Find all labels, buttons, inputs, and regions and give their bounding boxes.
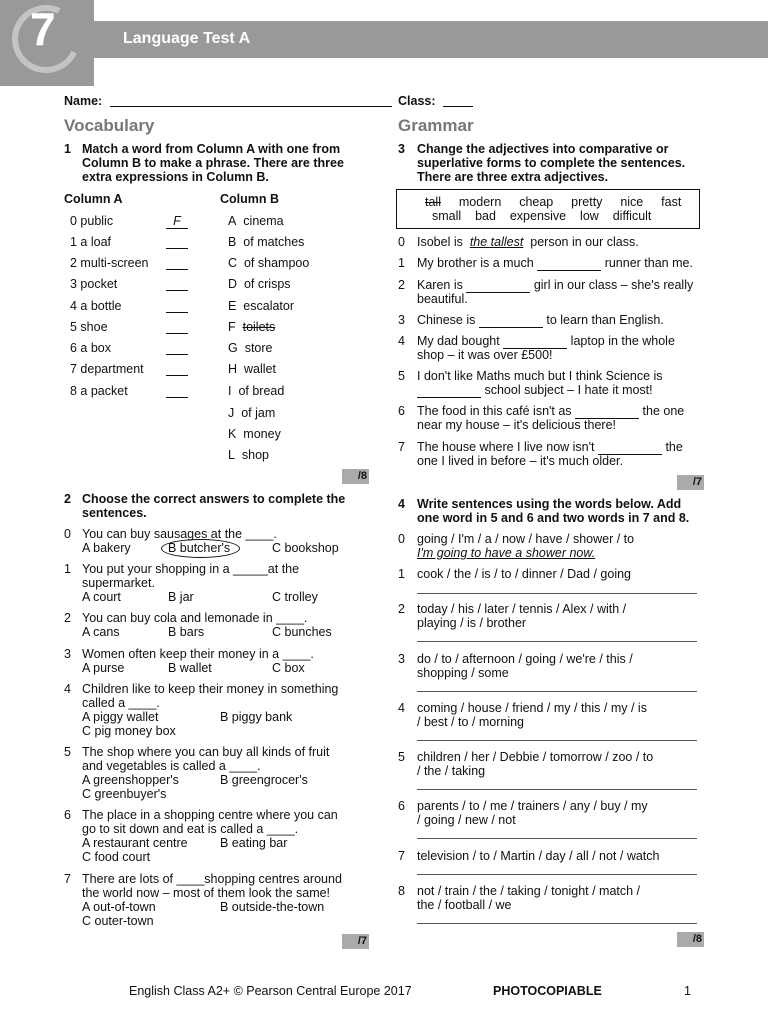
q2-option[interactable]: B piggy bank — [220, 710, 293, 724]
footer-copyright: English Class A2+ © Pearson Central Europe 2017 — [129, 984, 412, 998]
q1-number: 1 — [64, 142, 71, 156]
col-b-item: K money — [228, 427, 281, 441]
q1-instruction-line: Column B to make a phrase. There are three — [82, 156, 344, 170]
col-b-item: H wallet — [228, 362, 276, 376]
col-b-item: E escalator — [228, 299, 295, 313]
q4-instruction-line: Write sentences using the words below. Add — [417, 497, 682, 511]
q2-instruction-line: sentences. — [82, 506, 147, 520]
q2-item-number: 0 — [64, 527, 71, 541]
q4-item-number: 7 — [398, 849, 405, 863]
q3-blank[interactable] — [417, 383, 481, 398]
test-title: Language Test A — [123, 30, 251, 47]
q4-item-number: 0 — [398, 532, 405, 546]
vocabulary-heading: Vocabulary — [64, 116, 155, 135]
q4-word-list: shopping / some — [417, 666, 509, 680]
q3-item: The house where I live now isn't the — [417, 440, 683, 454]
col-b-item: J of jam — [228, 406, 276, 420]
q2-option[interactable]: B eating bar — [220, 836, 288, 850]
q4-word-list: children / her / Debbie / tomorrow / zoo / to — [417, 750, 654, 764]
q3-item-number: 0 — [398, 235, 405, 249]
q4-item-number: 1 — [398, 567, 405, 581]
q2-item-number: 7 — [64, 872, 71, 886]
q4-example-answer: I'm going to have a shower now. — [417, 546, 596, 560]
word-nice: nice — [620, 195, 644, 209]
q2-option[interactable]: B butcher's — [168, 541, 231, 555]
q3-blank[interactable] — [466, 278, 530, 293]
word-box-row — [432, 209, 651, 223]
q3-item: Chinese is to learn than English. — [417, 313, 664, 327]
q4-instruction — [417, 497, 689, 525]
answer-blank[interactable] — [166, 333, 188, 334]
col-b-item: I of bread — [228, 384, 285, 398]
col-b-item: B of matches — [228, 235, 305, 249]
answer-blank[interactable] — [166, 354, 188, 355]
grammar-heading: Grammar — [398, 116, 474, 135]
word-box-row — [425, 195, 681, 209]
q1-instruction-line: Match a word from Column A with one from — [82, 142, 341, 156]
q2-option[interactable]: A cans — [82, 625, 120, 639]
word-low: low — [580, 209, 599, 223]
word-modern: modern — [458, 195, 502, 209]
q2-option[interactable]: A piggy wallet — [82, 710, 159, 724]
answer-blank[interactable] — [166, 397, 188, 398]
q4-word-list: today / his / later / tennis / Alex / with / — [417, 602, 627, 616]
q2-option[interactable]: A restaurant centre — [82, 836, 188, 850]
q2-option[interactable]: B bars — [168, 625, 205, 639]
q4-answer-line[interactable] — [417, 740, 697, 741]
word-difficult: difficult — [612, 209, 652, 223]
col-a-item: 1 a loaf — [70, 235, 112, 249]
q2-item-number: 6 — [64, 808, 71, 822]
q3-instruction — [417, 142, 685, 184]
word-cheap: cheap — [519, 195, 554, 209]
q3-item: The food in this café isn't as the one — [417, 404, 685, 418]
q2-item-text: called a ____. — [82, 696, 160, 710]
q4-word-list: television / to / Martin / day / all / not / watch — [417, 849, 660, 863]
q2-instruction — [82, 492, 345, 520]
q4-item-number: 5 — [398, 750, 405, 764]
q3-instruction-line: There are three extra adjectives. — [417, 170, 609, 184]
q4-answer-line[interactable] — [417, 789, 697, 790]
q2-option[interactable]: B jar — [168, 590, 194, 604]
q3-item: Isobel is the tallest person in our class. — [417, 235, 639, 249]
column-b-header: Column B — [220, 192, 280, 206]
answer-blank[interactable] — [166, 269, 188, 270]
title-bar — [94, 21, 768, 58]
q2-option[interactable]: C food court — [82, 850, 151, 864]
q3-instruction-line: Change the adjectives into comparative or — [417, 142, 669, 156]
q3-instruction-line: superlative forms to complete the sentences. — [417, 156, 686, 170]
col-a-item: 3 pocket — [70, 277, 118, 291]
q3-item-number: 1 — [398, 256, 405, 270]
q3-item-line2: one I lived in before – it's much older. — [417, 454, 623, 468]
answer-blank[interactable] — [166, 248, 188, 249]
q2-option[interactable]: B greengrocer's — [220, 773, 308, 787]
q2-item-text: go to sit down and eat is called a ____. — [82, 822, 299, 836]
q4-answer-line[interactable] — [417, 838, 697, 839]
q4-number: 4 — [398, 497, 405, 511]
q2-number: 2 — [64, 492, 71, 506]
q4-item-number: 6 — [398, 799, 405, 813]
answer-blank[interactable] — [166, 375, 188, 376]
q3-item-number: 3 — [398, 313, 405, 327]
q3-blank[interactable] — [537, 256, 601, 271]
answer-blank[interactable] — [166, 290, 188, 291]
q2-item-text: You can buy cola and lemonade in ____. — [82, 611, 308, 625]
name-field[interactable] — [110, 106, 392, 107]
q4-word-list: / the / taking — [417, 764, 486, 778]
q2-option[interactable]: C outer-town — [82, 914, 154, 928]
adjective-word-box — [396, 189, 700, 229]
q3-item-line2: school subject – I hate it most! — [417, 383, 653, 398]
q3-score-box: /7 — [677, 475, 704, 490]
q4-answer-line[interactable] — [417, 923, 697, 924]
answer-blank-0: F — [166, 214, 188, 229]
q2-option[interactable]: C box — [272, 661, 305, 675]
q2-item-text: You put your shopping in a _____at the — [82, 562, 300, 576]
q2-item-text: the world now – most of them look the same! — [82, 886, 331, 900]
q1-instruction-line: extra expressions in Column B. — [82, 170, 269, 184]
q2-item-number: 3 — [64, 647, 71, 661]
q4-item-number: 2 — [398, 602, 405, 616]
q2-score-box: /7 — [342, 934, 369, 949]
q2-option[interactable]: C pig money box — [82, 724, 176, 738]
q4-word-list: do / to / afternoon / going / we're / this / — [417, 652, 633, 666]
word-expensive: expensive — [509, 209, 567, 223]
q4-item-number: 3 — [398, 652, 405, 666]
q1-score-box: /8 — [342, 469, 369, 484]
col-b-item: C of shampoo — [228, 256, 310, 270]
q3-item-number: 4 — [398, 334, 405, 348]
q3-item: My dad bought laptop in the whole — [417, 334, 675, 348]
col-b-item: L shop — [228, 448, 270, 462]
q2-item-text: Women often keep their money in a ____. — [82, 647, 314, 661]
q3-item-line2: beautiful. — [417, 292, 468, 306]
q4-instruction-line: one word in 5 and 6 and two words in 7 and 8. — [417, 511, 690, 525]
col-a-item: 2 multi-screen — [70, 256, 149, 270]
q3-example-answer: the tallest — [469, 235, 524, 249]
q4-answer-line[interactable] — [417, 641, 697, 642]
word-small: small — [432, 209, 462, 223]
unit-badge — [0, 0, 94, 86]
q3-item: Karen is girl in our class – she's really — [417, 278, 694, 292]
q4-word-list: not / train / the / taking / tonight / match / — [417, 884, 641, 898]
q3-item: I don't like Maths much but I think Science is — [417, 369, 663, 383]
col-b-item: G store — [228, 341, 273, 355]
q4-answer-line[interactable] — [417, 593, 697, 594]
q4-answer-line[interactable] — [417, 691, 697, 692]
answer-blank[interactable] — [166, 312, 188, 313]
q4-word-list: parents / to / me / trainers / any / buy / my — [417, 799, 648, 813]
q3-blank[interactable] — [503, 334, 567, 349]
q4-item-number: 8 — [398, 884, 405, 898]
q2-item-text: There are lots of ____shopping centres around — [82, 872, 342, 886]
q2-item-text: supermarket. — [82, 576, 155, 590]
q2-instruction-line: Choose the correct answers to complete the — [82, 492, 346, 506]
q2-option[interactable]: A out-of-town — [82, 900, 156, 914]
q2-item-text: and vegetables is called a ____. — [82, 759, 261, 773]
q2-item-text: The shop where you can buy all kinds of fruit — [82, 745, 330, 759]
q3-item-number: 7 — [398, 440, 405, 454]
q2-item-number: 1 — [64, 562, 71, 576]
q3-blank[interactable] — [575, 404, 639, 419]
q4-word-list: cook / the / is / to / dinner / Dad / going — [417, 567, 632, 581]
q4-answer-line[interactable] — [417, 874, 697, 875]
q2-option[interactable]: A bakery — [82, 541, 131, 555]
q4-word-list: going / I'm / a / now / have / shower / to — [417, 532, 635, 546]
q2-option[interactable]: A court — [82, 590, 121, 604]
column-a-header: Column A — [64, 192, 123, 206]
col-b-item: A cinema — [228, 214, 284, 228]
q1-instruction — [82, 142, 344, 184]
q3-item-number: 5 — [398, 369, 405, 383]
q2-item-text: The place in a shopping centre where you can — [82, 808, 338, 822]
q3-item: My brother is a much runner than me. — [417, 256, 693, 270]
class-label: Class: — [398, 94, 436, 108]
q2-option[interactable]: C bookshop — [272, 541, 339, 555]
q4-word-list: / going / new / not — [417, 813, 516, 827]
q2-option[interactable]: B wallet — [168, 661, 212, 675]
q2-option[interactable]: A purse — [82, 661, 125, 675]
class-field[interactable] — [443, 106, 473, 107]
q3-item-line2: near my house – it's delicious there! — [417, 418, 617, 432]
q2-item-text: You can buy sausages at the ____. — [82, 527, 277, 541]
col-a-item: 4 a bottle — [70, 299, 122, 313]
q4-word-list: playing / is / brother — [417, 616, 527, 630]
col-a-item: 0 public — [70, 214, 114, 228]
q3-item-number: 6 — [398, 404, 405, 418]
col-b-item: F toilets — [228, 320, 276, 334]
q2-item-number: 4 — [64, 682, 71, 696]
q2-option[interactable]: B outside-the-town — [220, 900, 325, 914]
name-label: Name: — [64, 94, 103, 108]
footer-page-number: 1 — [684, 984, 691, 998]
word-fast: fast — [661, 195, 682, 209]
unit-number: 7 — [30, 3, 56, 55]
q2-item-number: 2 — [64, 611, 71, 625]
q4-word-list: coming / house / friend / my / this / my / is — [417, 701, 647, 715]
q2-option[interactable]: C bunches — [272, 625, 332, 639]
footer-photocopiable: PHOTOCOPIABLE — [493, 984, 602, 998]
col-a-item: 5 shoe — [70, 320, 108, 334]
q3-item-line2: shop – it was over £500! — [417, 348, 553, 362]
q2-option[interactable]: C greenbuyer's — [82, 787, 167, 801]
q2-item-text: Children like to keep their money in something — [82, 682, 339, 696]
q3-number: 3 — [398, 142, 405, 156]
q4-word-list: / best / to / morning — [417, 715, 524, 729]
col-a-item: 7 department — [70, 362, 144, 376]
col-b-item: D of crisps — [228, 277, 291, 291]
q4-word-list: the / football / we — [417, 898, 512, 912]
col-a-item: 6 a box — [70, 341, 112, 355]
word-pretty: pretty — [571, 195, 603, 209]
q4-item-number: 4 — [398, 701, 405, 715]
q2-item-number: 5 — [64, 745, 71, 759]
q3-blank[interactable] — [479, 313, 543, 328]
q3-item-number: 2 — [398, 278, 405, 292]
word-bad: bad — [475, 209, 496, 223]
q3-blank[interactable] — [598, 440, 662, 455]
q2-option[interactable]: C trolley — [272, 590, 318, 604]
q2-option[interactable]: A greenshopper's — [82, 773, 179, 787]
word-tall: tall — [425, 195, 441, 209]
q4-score-box: /8 — [677, 932, 704, 947]
col-a-item: 8 a packet — [70, 384, 128, 398]
